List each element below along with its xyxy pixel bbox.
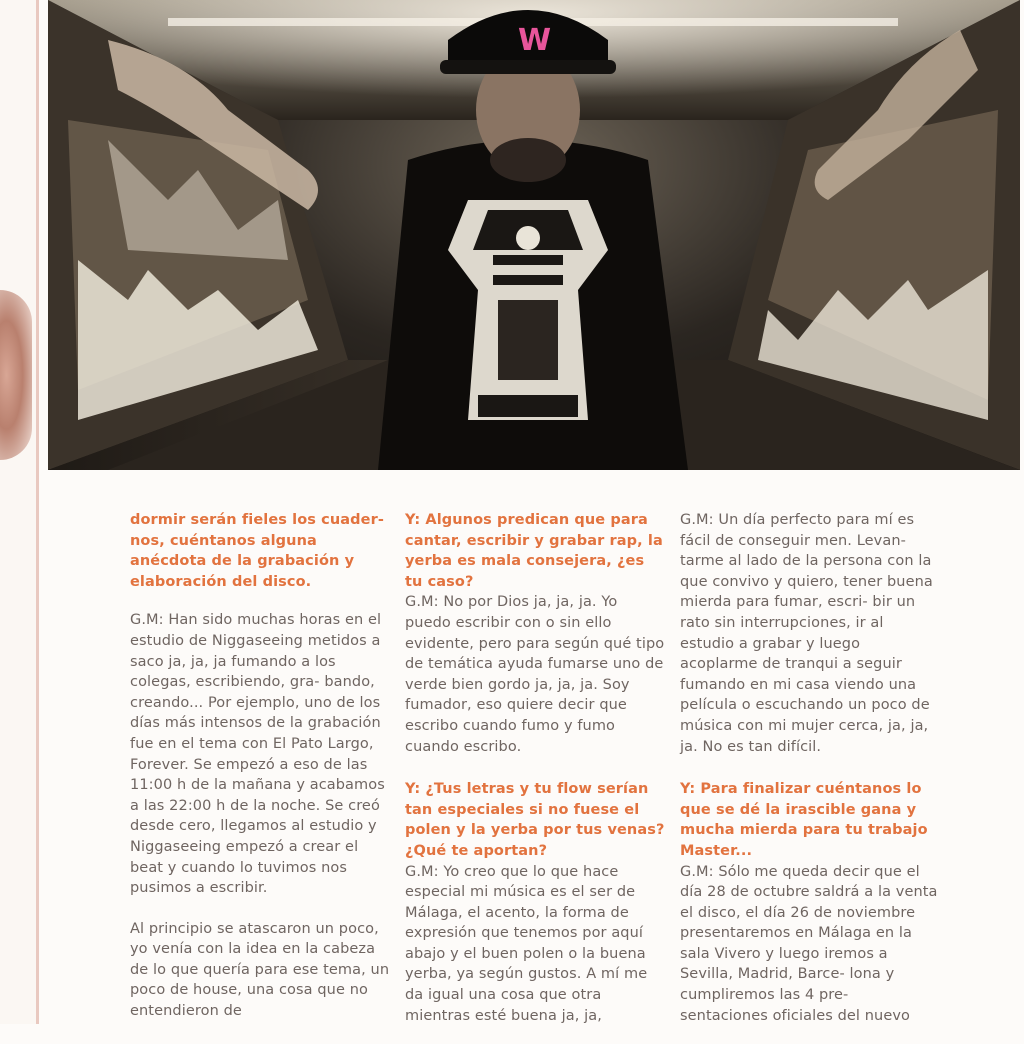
interview-answer: G.M: Sólo me queda decir que el día 28 de octubre saldrá a la venta el disco, el día 26 de noviembre presentaremos en Málaga en la sala Vivero y luego iremos a Sevilla, Madrid, Barce- lona y cumpliremos las 4 pre- sentaciones oficiales del nuevo <box>680 863 938 1024</box>
cap-logo: W <box>518 23 552 58</box>
hero-photo-illustration <box>48 0 1020 470</box>
page-gutter-rule <box>36 0 39 1024</box>
interview-answer: G.M: Han sido muchas horas en el estudio de Niggaseeing metidos a saco ja, ja, ja fumando a los colegas, escribiendo, gra- bando, creando... Por ejemplo, uno de los días más intensos de la grabación fue en el tema con El Pato Largo, Forever. Se empezó a eso de las 11:00 h de la mañana y acabamos a las 22:00 h de la noche. Se creó desde cero, llegamos al estudio y Niggaseeing empezó a crear el beat y cuando lo tuvimos nos pusimos a escribir. <box>130 612 385 897</box>
interview-answer: Al principio se atascaron un poco, yo venía con la idea en la cabeza de lo que quería para ese tema, un poco de house, una cosa que no entendieron de <box>130 920 390 1020</box>
left-page-margin <box>0 0 36 1024</box>
interview-answer: G.M: Un día perfecto para mí es fácil de conseguir men. Levan- tarme al lado de la persona con la que convivo y quiero, tener buena mierda para fumar, escri- bir un rato sin interrupciones, ir al estudio a grabar y luego acoplarme de tranqui a seguir fumando en mi casa viendo una película o escuchando un poco de música con mi mujer cerca, ja, ja, ja. No es tan difícil. <box>680 512 933 755</box>
article-column-1 <box>130 510 390 1040</box>
interview-question: dormir serán fieles los cuader- nos, cuéntanos alguna anécdota de la grabación y elaboración del disco. <box>130 512 384 590</box>
interview-question: Y: Algunos predican que para cantar, escribir y grabar rap, la yerba es mala consejera, ¿es tu caso? <box>405 512 663 590</box>
interview-question: Y: ¿Tus letras y tu flow serían tan especiales si no fuese el polen y la yerba por tus venas? ¿Qué te aportan? <box>405 781 665 859</box>
interview-answer: G.M: Yo creo que lo que hace especial mi música es el ser de Málaga, el acento, la forma de expresión que tenemos por aquí abajo y el buen polen o la buena yerba, ya según gustos. A mí me da igual una cosa que otra mientras esté buena ja, ja, <box>405 863 648 1024</box>
adjacent-page-photo-fragment <box>0 290 32 460</box>
article-column-2 <box>405 510 665 1044</box>
interview-answer: G.M: No por Dios ja, ja, ja. Yo puedo escribir con o sin ello evidente, pero para según qué tipo de temática ayuda fumarse uno de verde bien gordo ja, ja, ja. Soy fumador, eso quiere decir que escribo cuando fumo y fumo cuando escribo. <box>405 594 665 755</box>
hero-photo <box>48 0 1020 470</box>
interview-question: Y: Para finalizar cuéntanos lo que se dé la irascible gana y mucha mierda para tu trabajo Master... <box>680 781 928 859</box>
article-column-3 <box>680 510 940 1044</box>
